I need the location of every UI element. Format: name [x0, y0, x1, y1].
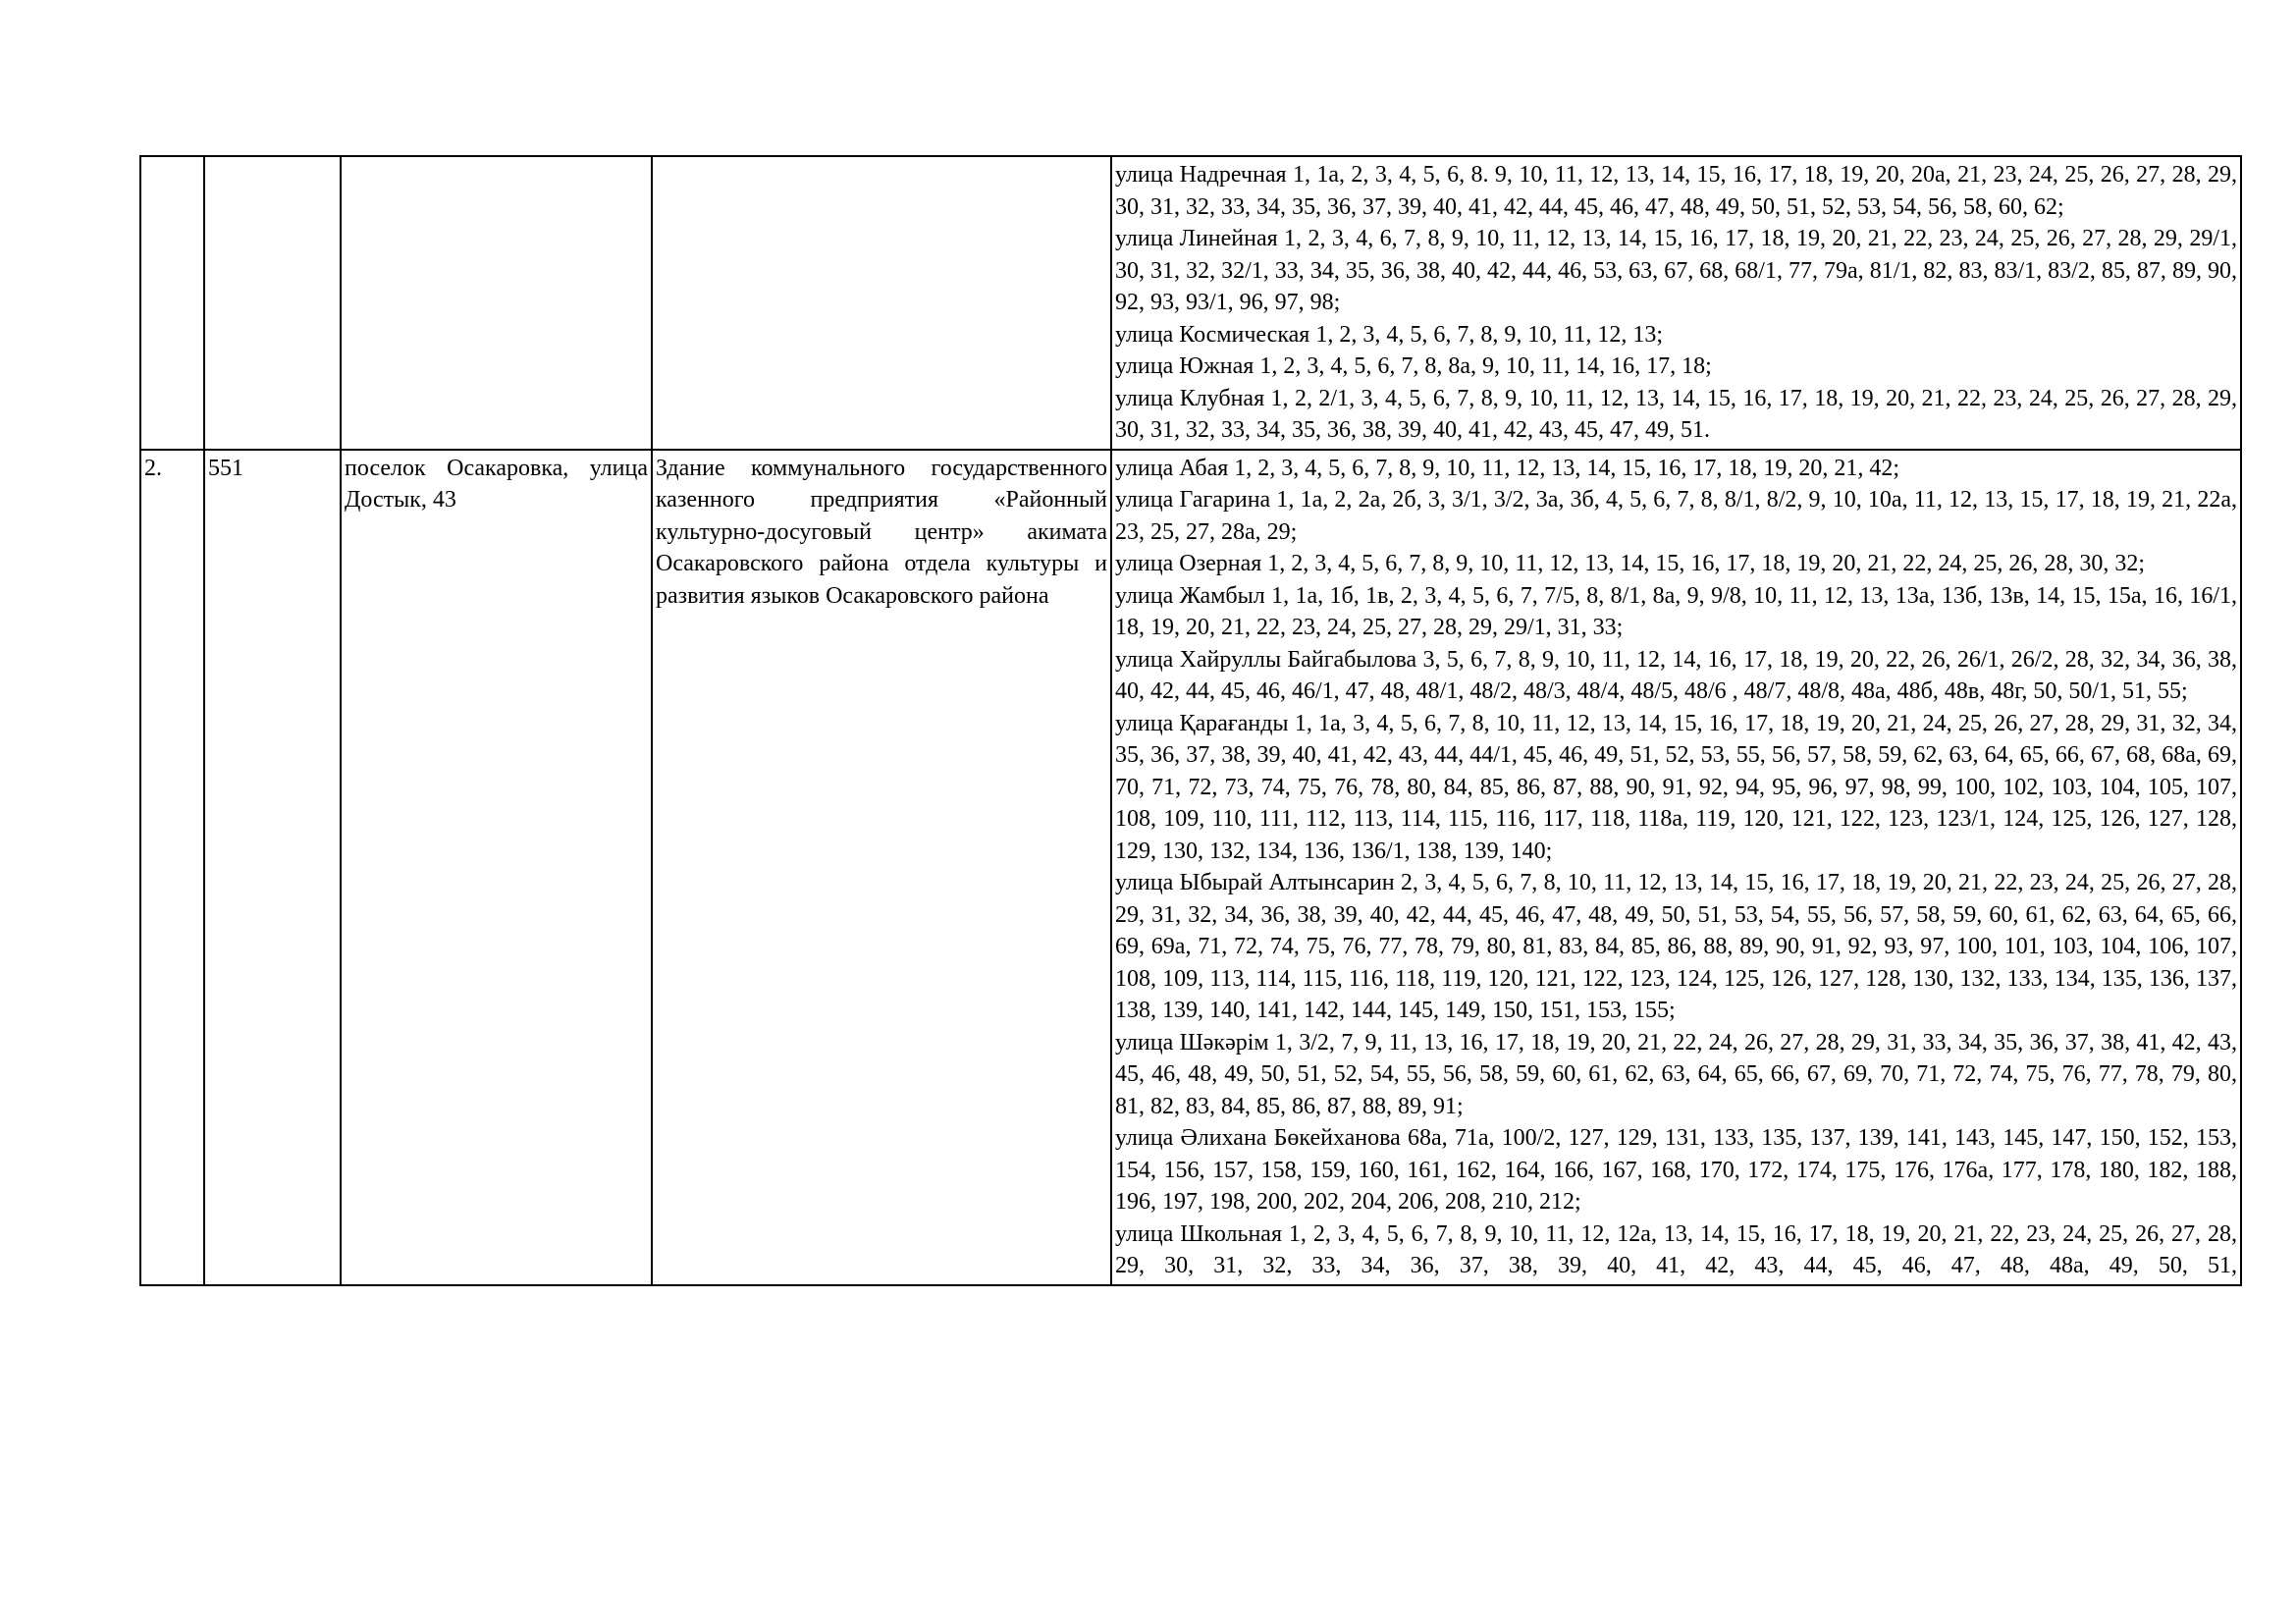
street-entry: улица Әлихана Бөкейханова 68а, 71а, 100/2, 127, 129, 131, 133, 135, 137, 139, 141, 143, 145, 147, 150, 152, 153, 154, 156, 157, 158, 159, 160, 161, 162, 164, 166, 167, 168, 170, 172, 174, 175, 176, 176а, 177, 178, 180, 182, 188, 196, 197, 198, 200, 202, 204, 206, 208, 210, 212;	[1115, 1125, 2237, 1215]
street-entry: улица Шәкәрім 1, 3/2, 7, 9, 11, 13, 16, 17, 18, 19, 20, 21, 22, 24, 26, 27, 28, 29, 31, 33, 34, 35, 36, 37, 38, 41, 42, 43, 45, 46, 48, 49, 50, 51, 52, 54, 55, 56, 58, 59, 60, 61, 62, 63, 64, 65, 66, 67, 69, 70, 71, 72, 74, 75, 76, 77, 78, 79, 80, 81, 82, 83, 84, 85, 86, 87, 88, 89, 91;	[1115, 1029, 2237, 1119]
table-row	[140, 156, 2241, 450]
row-number-cell	[140, 156, 204, 450]
station-number-cell	[204, 156, 341, 450]
street-entry: улица Школьная 1, 2, 3, 4, 5, 6, 7, 8, 9, 10, 11, 12, 12а, 13, 14, 15, 16, 17, 18, 19, 20, 21, 22, 23, 24, 25, 26, 27, 28, 29, 30, 31, 32, 33, 34, 36, 37, 38, 39, 40, 41, 42, 43, 44, 45, 46, 47, 48, 48а, 49, 50, 51,	[1115, 1220, 2237, 1278]
streets-cell	[1111, 450, 2241, 1285]
station-number-cell: 551	[204, 450, 341, 1285]
street-entry: улица Ыбырай Алтынсарин 2, 3, 4, 5, 6, 7, 8, 10, 11, 12, 13, 14, 15, 16, 17, 18, 19, 20, 21, 22, 23, 24, 25, 26, 27, 28, 29, 31, 32, 34, 36, 38, 39, 40, 42, 44, 45, 46, 47, 48, 49, 50, 51, 53, 54, 55, 56, 57, 58, 59, 60, 61, 62, 63, 64, 65, 66, 69, 69а, 71, 72, 74, 75, 76, 77, 78, 79, 80, 81, 83, 84, 85, 86, 88, 89, 90, 91, 92, 93, 97, 100, 101, 103, 104, 106, 107, 108, 109, 113, 114, 115, 116, 118, 119, 120, 121, 122, 123, 124, 125, 126, 127, 128, 130, 132, 133, 134, 135, 136, 137, 138, 139, 140, 141, 142, 144, 145, 149, 150, 151, 153, 155;	[1115, 870, 2237, 1023]
table-row	[140, 450, 2241, 1285]
building-cell: Здание коммунального государственного казенного предприятия «Районный культурно-досуговый центр» акимата Осакаровского района отдела культуры и развития языков Осакаровского района	[652, 450, 1111, 1285]
address-cell	[341, 156, 652, 450]
street-entry: улица Абая 1, 2, 3, 4, 5, 6, 7, 8, 9, 10, 11, 12, 13, 14, 15, 16, 17, 18, 19, 20, 21, 42;	[1115, 455, 1900, 481]
street-entry: улица Қарағанды 1, 1а, 3, 4, 5, 6, 7, 8, 10, 11, 12, 13, 14, 15, 16, 17, 18, 19, 20, 21, 24, 25, 26, 27, 28, 29, 31, 32, 34, 35, 36, 37, 38, 39, 40, 41, 42, 43, 44, 44/1, 45, 46, 49, 51, 52, 53, 55, 56, 57, 58, 59, 62, 63, 64, 65, 66, 67, 68, 68а, 69, 70, 71, 72, 73, 74, 75, 76, 78, 80, 84, 85, 86, 87, 88, 90, 91, 92, 94, 95, 96, 97, 98, 99, 100, 102, 103, 104, 105, 107, 108, 109, 110, 111, 112, 113, 114, 115, 116, 117, 118, 118а, 119, 120, 121, 122, 123, 123/1, 124, 125, 126, 127, 128, 129, 130, 132, 134, 136, 136/1, 138, 139, 140;	[1115, 710, 2237, 864]
street-entry: улица Хайруллы Байгабылова 3, 5, 6, 7, 8, 9, 10, 11, 12, 14, 16, 17, 18, 19, 20, 22, 26, 26/1, 26/2, 28, 32, 34, 36, 38, 40, 42, 44, 45, 46, 46/1, 47, 48, 48/1, 48/2, 48/3, 48/4, 48/5, 48/6 , 48/7, 48/8, 48а, 48б, 48в, 48г, 50, 50/1, 51, 55;	[1115, 646, 2237, 704]
street-entry: улица Надречная 1, 1а, 2, 3, 4, 5, 6, 8. 9, 10, 11, 12, 13, 14, 15, 16, 17, 18, 19, 20, 20а, 21, 23, 24, 25, 26, 27, 28, 29, 30, 31, 32, 33, 34, 35, 36, 37, 39, 40, 41, 42, 44, 45, 46, 47, 48, 49, 50, 51, 52, 53, 54, 56, 58, 60, 62;	[1115, 162, 2237, 220]
street-entry: улица Клубная 1, 2, 2/1, 3, 4, 5, 6, 7, 8, 9, 10, 11, 12, 13, 14, 15, 16, 17, 18, 19, 20, 21, 22, 23, 24, 25, 26, 27, 28, 29, 30, 31, 32, 33, 34, 35, 36, 38, 39, 40, 41, 42, 43, 45, 47, 49, 51.	[1115, 385, 2237, 443]
row-number-cell: 2.	[140, 450, 204, 1285]
polling-stations-table	[139, 155, 2242, 1286]
street-entry: улица Озерная 1, 2, 3, 4, 5, 6, 7, 8, 9, 10, 11, 12, 13, 14, 15, 16, 17, 18, 19, 20, 21, 22, 24, 25, 26, 28, 30, 32;	[1115, 551, 2146, 576]
street-entry: улица Жамбыл 1, 1а, 1б, 1в, 2, 3, 4, 5, 6, 7, 7/5, 8, 8/1, 8а, 9, 9/8, 10, 11, 12, 13, 13а, 13б, 13в, 14, 15, 15а, 16, 16/1, 18, 19, 20, 21, 22, 23, 24, 25, 27, 28, 29, 29/1, 31, 33;	[1115, 582, 2237, 640]
address-cell: поселок Осакаровка, улица Достык, 43	[341, 450, 652, 1285]
building-cell	[652, 156, 1111, 450]
streets-cell	[1111, 156, 2241, 450]
street-entry: улица Космическая 1, 2, 3, 4, 5, 6, 7, 8, 9, 10, 11, 12, 13;	[1115, 321, 1664, 348]
street-entry: улица Линейная 1, 2, 3, 4, 6, 7, 8, 9, 10, 11, 12, 13, 14, 15, 16, 17, 18, 19, 20, 21, 22, 23, 24, 25, 26, 27, 28, 29, 29/1, 30, 31, 32, 32/1, 33, 34, 35, 36, 38, 40, 42, 44, 46, 53, 63, 67, 68, 68/1, 77, 79а, 81/1, 82, 83, 83/1, 83/2, 85, 87, 89, 90, 92, 93, 93/1, 96, 97, 98;	[1115, 226, 2237, 315]
street-entry: улица Гагарина 1, 1а, 2, 2а, 2б, 3, 3/1, 3/2, 3а, 3б, 4, 5, 6, 7, 8, 8/1, 8/2, 9, 10, 10а, 11, 12, 13, 15, 17, 18, 19, 21, 22а, 23, 25, 27, 28а, 29;	[1115, 487, 2237, 545]
street-entry: улица Южная 1, 2, 3, 4, 5, 6, 7, 8, 8а, 9, 10, 11, 14, 16, 17, 18;	[1115, 353, 1712, 379]
